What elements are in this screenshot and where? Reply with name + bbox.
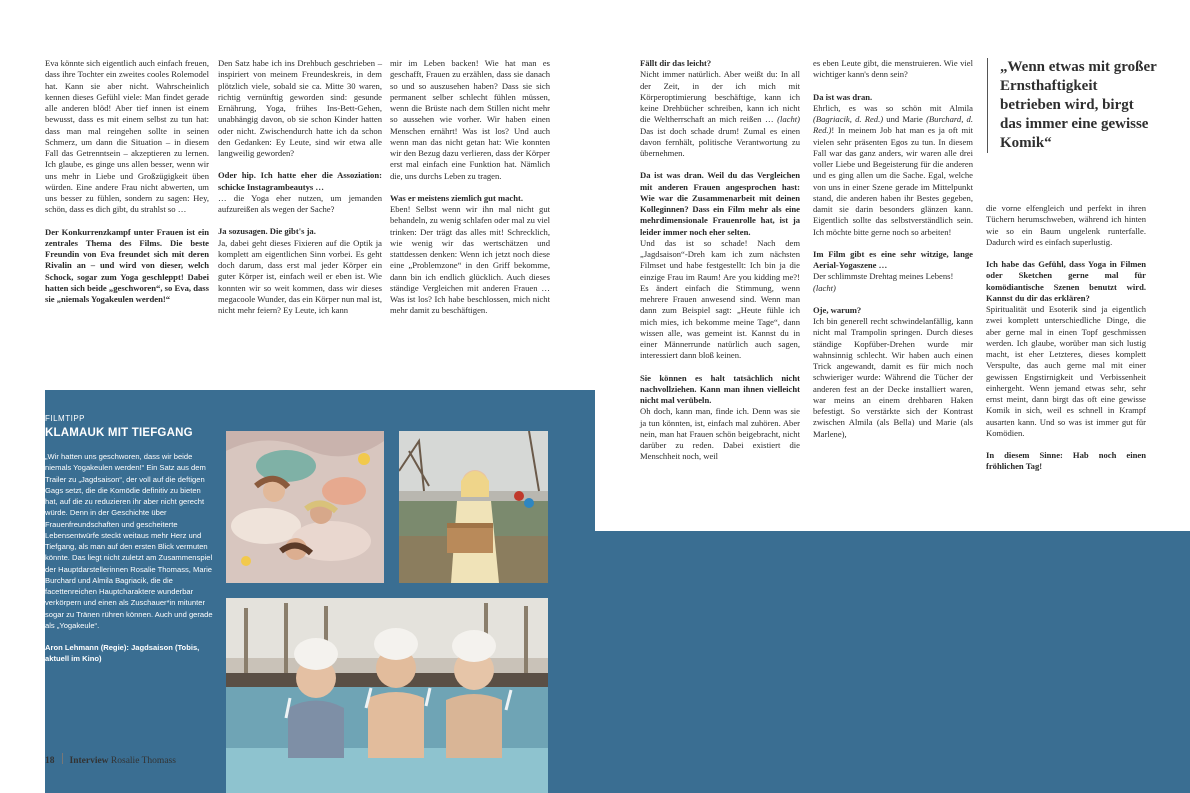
- section-label: Interview: [69, 756, 109, 766]
- paragraph: Der schlimmste Drehtag meines Lebens! (lacht): [813, 271, 954, 293]
- page-footer: [45, 753, 176, 766]
- pull-quote: „Wenn etwas mit großer Ernsthaftigkeit betrieben wird, birgt das immer eine gewisse Komik“: [987, 58, 1157, 153]
- interview-subject: Rosalie Thomass: [110, 756, 176, 766]
- paragraph: Den Satz habe ich ins Drehbuch geschrieben – inspiriert von meinem Freundeskreis, in dem plötzlich viele, sobald sie ca. Mitte 30 waren, richtig vernünftig geworden sind: gesunde Ernährung, Yoga, frühes Ins-Bett-Gehen, unabhängig davon, ob sie schon Kinder hatten oder nicht. Zwischendurch hatte ich da schon den Gedanken: Ey Leute, sind wir etwa alle langweilig geworden?: [218, 58, 382, 158]
- paragraph: es eben Leute gibt, die menstruieren. Wie viel wichtiger kann's denn sein?: [813, 58, 973, 80]
- film-still-hot-tub: [226, 598, 548, 793]
- question: Der Konkurrenzkampf unter Frauen ist ein zentrales Thema des Films. Die beste Freundin von Eva freundet sich mit deren Rivalin an – und wird von dieser, welch Schock, sogar zum Yoga geschleppt! Dabei hatten sich beide „geschworen“, so Eva, dass sie „niemals Yogakeulen werden!“: [45, 226, 209, 304]
- paragraph: Ja, dabei geht dieses Fixieren auf die Optik ja komplett am eigentlichen Sinn vorbei. Es geht doch darum, dass erst mal jeder Körper ein guter Körper ist, einfach weil er eben ist. Wie konnten wir so weit kommen, dass wir dieses megacoole Wunder, das ein Körper nun mal ist, nicht mehr feiern? Ey Leute, ich kann: [218, 237, 382, 315]
- question: Oje, warum?: [813, 304, 862, 315]
- question: Was er meistens ziemlich gut macht.: [390, 192, 524, 203]
- paragraph: Und das ist so schade! Nach dem „Jagdsaison“-Dreh kam ich zum nächsten Filmset und habe festgestellt: Ich bin ja die einzige Frau im Raum! Are you kidding me?! Es ändert einfach die Stimmung, wenn mehrere Frauen anwesend sind. Wenn man dann zum Beispiel sagt: „Heute fühle ich mich mies, ich bekomme meine Tage“, dann wissen alle, was gemeint ist. Kannst du in einer Männerrunde natürlich auch sagen, interessiert dann bloß keinen.: [640, 237, 800, 361]
- text-column-2: [218, 58, 382, 327]
- question: Da ist was dran. Weil du das Vergleichen mit anderen Frauen angesprochen hast: Wie war die Zusammenarbeit mit deinen Kolleginnen? Dass ein Film mehr als eine mehrdimensionale Frauenrolle hat, ist ja leider immer noch eher selten.: [640, 170, 800, 237]
- footer-divider: [62, 753, 63, 764]
- paragraph: die vorne elfengleich und perfekt in ihren Tüchern herumschweben, während ich hinten wie so ein Baum ungelenk runterfalle. Dadurch wird es einfach superlustig.: [986, 203, 1146, 247]
- paragraph: … die Yoga eher nutzen, um jemanden aufzureißen als wegen der Sache?: [218, 192, 382, 214]
- question: Fällt dir das leicht?: [640, 58, 712, 68]
- filmtipp-credit: Aron Lehmann (Regie): Jagdsaison (Tobis, aktuell im Kino): [45, 643, 200, 664]
- question: In diesem Sinne: Hab noch einen fröhlichen Tag!: [986, 450, 1146, 472]
- question: Sie können es halt tatsächlich nicht nachvollziehen. Kann man ihnen vielleicht nicht mal verübeln.: [640, 372, 800, 405]
- film-still-women-lying-illustration: [226, 431, 384, 583]
- filmtipp-box: [45, 398, 215, 665]
- text-column-3: [390, 58, 550, 328]
- text-column-1: [45, 58, 209, 316]
- question: Da ist was dran.: [813, 91, 873, 102]
- filmtipp-body: „Wir hatten uns geschworen, dass wir beide niemals Yogakeulen werden!“ Ein Satz aus dem Trailer zu „Jagdsaison“, der voll auf die deftigen Gags setzt, die die Komödie definitiv zu bieten hat, auf die zu reduzieren ihr aber nicht gerecht würde. Denn in der Geschichte über Frauenfreundschaften und gescheiterte Lebensentwürfe steckt weitaus mehr Herz und Tiefgang, als man auf den ersten Blick vermuten könnte. Das liegt nicht zuletzt am Zusammenspiel der Hauptdarstellerinnen Rosalie Thomass, Marie Burchard und Almila Bagriacik, die die facettenreichen Hauptcharaktere wunderbar verkörpern und einen als Zuschauer*in mitunter sogar zu Tränen rühren können. Auch und gerade als „Yogakeule“.: [45, 452, 213, 630]
- paragraph: Eben! Selbst wenn wir ihn mal nicht gut behandeln, zu wenig schlafen oder mal zu viel trinken: Der trägt das alles mit! Schrecklich, wie wenig wir das wertschätzen und stattdessen denken: Wenn ich jetzt noch diese eine „Problemzone“ in den Griff bekomme, dann bin ich endlich glücklich. Auch dieses ständige Vergleichen mit anderen Frauen … Was ist los? Ich habe beschlossen, mich nicht mehr damit zu beschäftigen.: [390, 204, 550, 316]
- film-still-woman-with-box: [399, 431, 548, 583]
- page-number: 18: [45, 756, 55, 766]
- filmtipp-kicker: FILMTIPP: [45, 414, 86, 423]
- paragraph: Oh doch, kann man, finde ich. Denn was sie ja tun könnten, ist, einfach mal zuhören. Aber nein, man hat Frauen schön beigebracht, nicht darüber zu reden. Dabei existiert die Menschheit noch, weil: [640, 406, 800, 462]
- paragraph: Ehrlich, es was so schön mit Almila (Bagriacik, d. Red.) und Marie (Burchard, d. Red.)! In meinem Job hat man es ja oft mit vielen sehr präsenten Egos zu tun. In diesem Fall war das ganz anders, wir waren alle drei voller Liebe und Begeisterung für die anderen und es ging allen um die Sache. Egal, welche von uns in einer Szene gerade im Mittelpunkt stand, die anderen haben ihr Bestes gegeben, damit sie darin besonders glänzen kann. Eigentlich sollte das selbstverständlich sein. Ich möchte bitte gerne noch so arbeiten!: [813, 102, 974, 237]
- question: Im Film gibt es eine sehr witzige, lange Aerial-Yogaszene …: [813, 248, 973, 270]
- text-column-5: [813, 58, 973, 451]
- film-still-hot-tub-illustration: [226, 598, 548, 793]
- question: Ich habe das Gefühl, dass Yoga in Filmen oder Sketchen gerne mal für komödiantische Szenen benutzt wird. Kannst du dir das erklären?: [986, 259, 1146, 303]
- paragraph: Nicht immer natürlich. Aber weißt du: In all der Zeit, in der ich mich mit Körperoptimierung beschäftige, kann ich keine Drehbücher schreiben, kann ich nicht die Weltherrschaft an mich reißen … (lacht) Das ist doch schade drum! Zumal es einen davon fernhält, politische Verantwortung zu übernehmen.: [640, 69, 800, 158]
- filmtipp-title: KLAMAUK MIT TIEFGANG: [45, 427, 193, 439]
- right-page-blue-band: [595, 531, 1190, 793]
- paragraph: Spiritualität und Esoterik sind ja eigentlich zwei komplett unterschiedliche Dinge, die aber gerne mal in einen Topf geschmissen werden. Ich glaube, worüber man sich lustig macht, ist eher Letzteres, dieses komplett Verspulte, das auch gerne mal mit einer gewissen Engstirnigkeit und Verbissenheit einhergeht. Wenn jemand etwas sehr, sehr ernst meint, dann birgt das oft eine gewisse Komik in sich, weil es schnell in Krampf ausarten kann. Und so was ist immer gut für Komödien.: [986, 304, 1146, 438]
- text-column-6: [986, 203, 1146, 484]
- question: Ja sozusagen. Die gibt's ja.: [218, 226, 316, 237]
- paragraph: mir im Leben backen! Wie hat man es geschafft, Frauen zu erzählen, dass sie danach so und so auszusehen haben? Dass sie sich permanent selber schlecht fühlen müssen, wenn die Brüste nach dem Stillen nicht mehr so aussehen wie vorher. Wir haben einen Menschen ernährt! Was ist los? Und auch wenn man das nicht getan hat: Wie konnten wir den Bezug dazu verlieren, dass der Körper erst mal einfach eine Funktion hat. Nämlich die, uns durchs Leben zu tragen.: [390, 58, 550, 181]
- paragraph: Ich bin generell recht schwindelanfällig, kann nicht mal Trampolin springen. Durch dieses ständige Kopfüber-Drehen wurde mir wahnsinnig schlecht. Wir haben auch einen Trick angewandt, damit es für mich noch schwieriger wurde: Während die Tücher der anderen fest an der Decke installiert waren, war meins an einem drehbaren Haken befestigt. So verstärkte sich der Kontrast zwischen Almila (als Bella) und Marie (als Marlene),: [813, 316, 973, 439]
- paragraph: Eva könnte sich eigentlich auch einfach freuen, dass ihre Tochter ein zweites cooles Rolemodel hat. Kann sie aber nicht. Wahrscheinlich kennen dieses Gefühl viele: Man findet gerade alle anderen blöd! Aber tief innen ist einem bewusst, dass es mit einem selbst zu tun hat: dass man mal reingehen sollte in seinen Schmerz, um dann die Situation – in diesem Fall das Getrenntsein – akzeptieren zu lernen. Ich glaube, es ginge uns allen besser, wenn wir uns mehr in Liebe und Großzügigkeit üben würden. Eine andere Frau nicht abwerten, um uns besser zu fühlen, sondern zu sagen: Hey, schön, dass es dich gibt, du strahlst so …: [45, 58, 209, 215]
- text-column-4: [640, 58, 800, 474]
- question: Oder hip. Ich hatte eher die Assoziation: schicke Instagrambeautys …: [218, 170, 382, 192]
- film-still-women-lying: [226, 431, 384, 583]
- film-still-woman-with-box-illustration: [399, 431, 548, 583]
